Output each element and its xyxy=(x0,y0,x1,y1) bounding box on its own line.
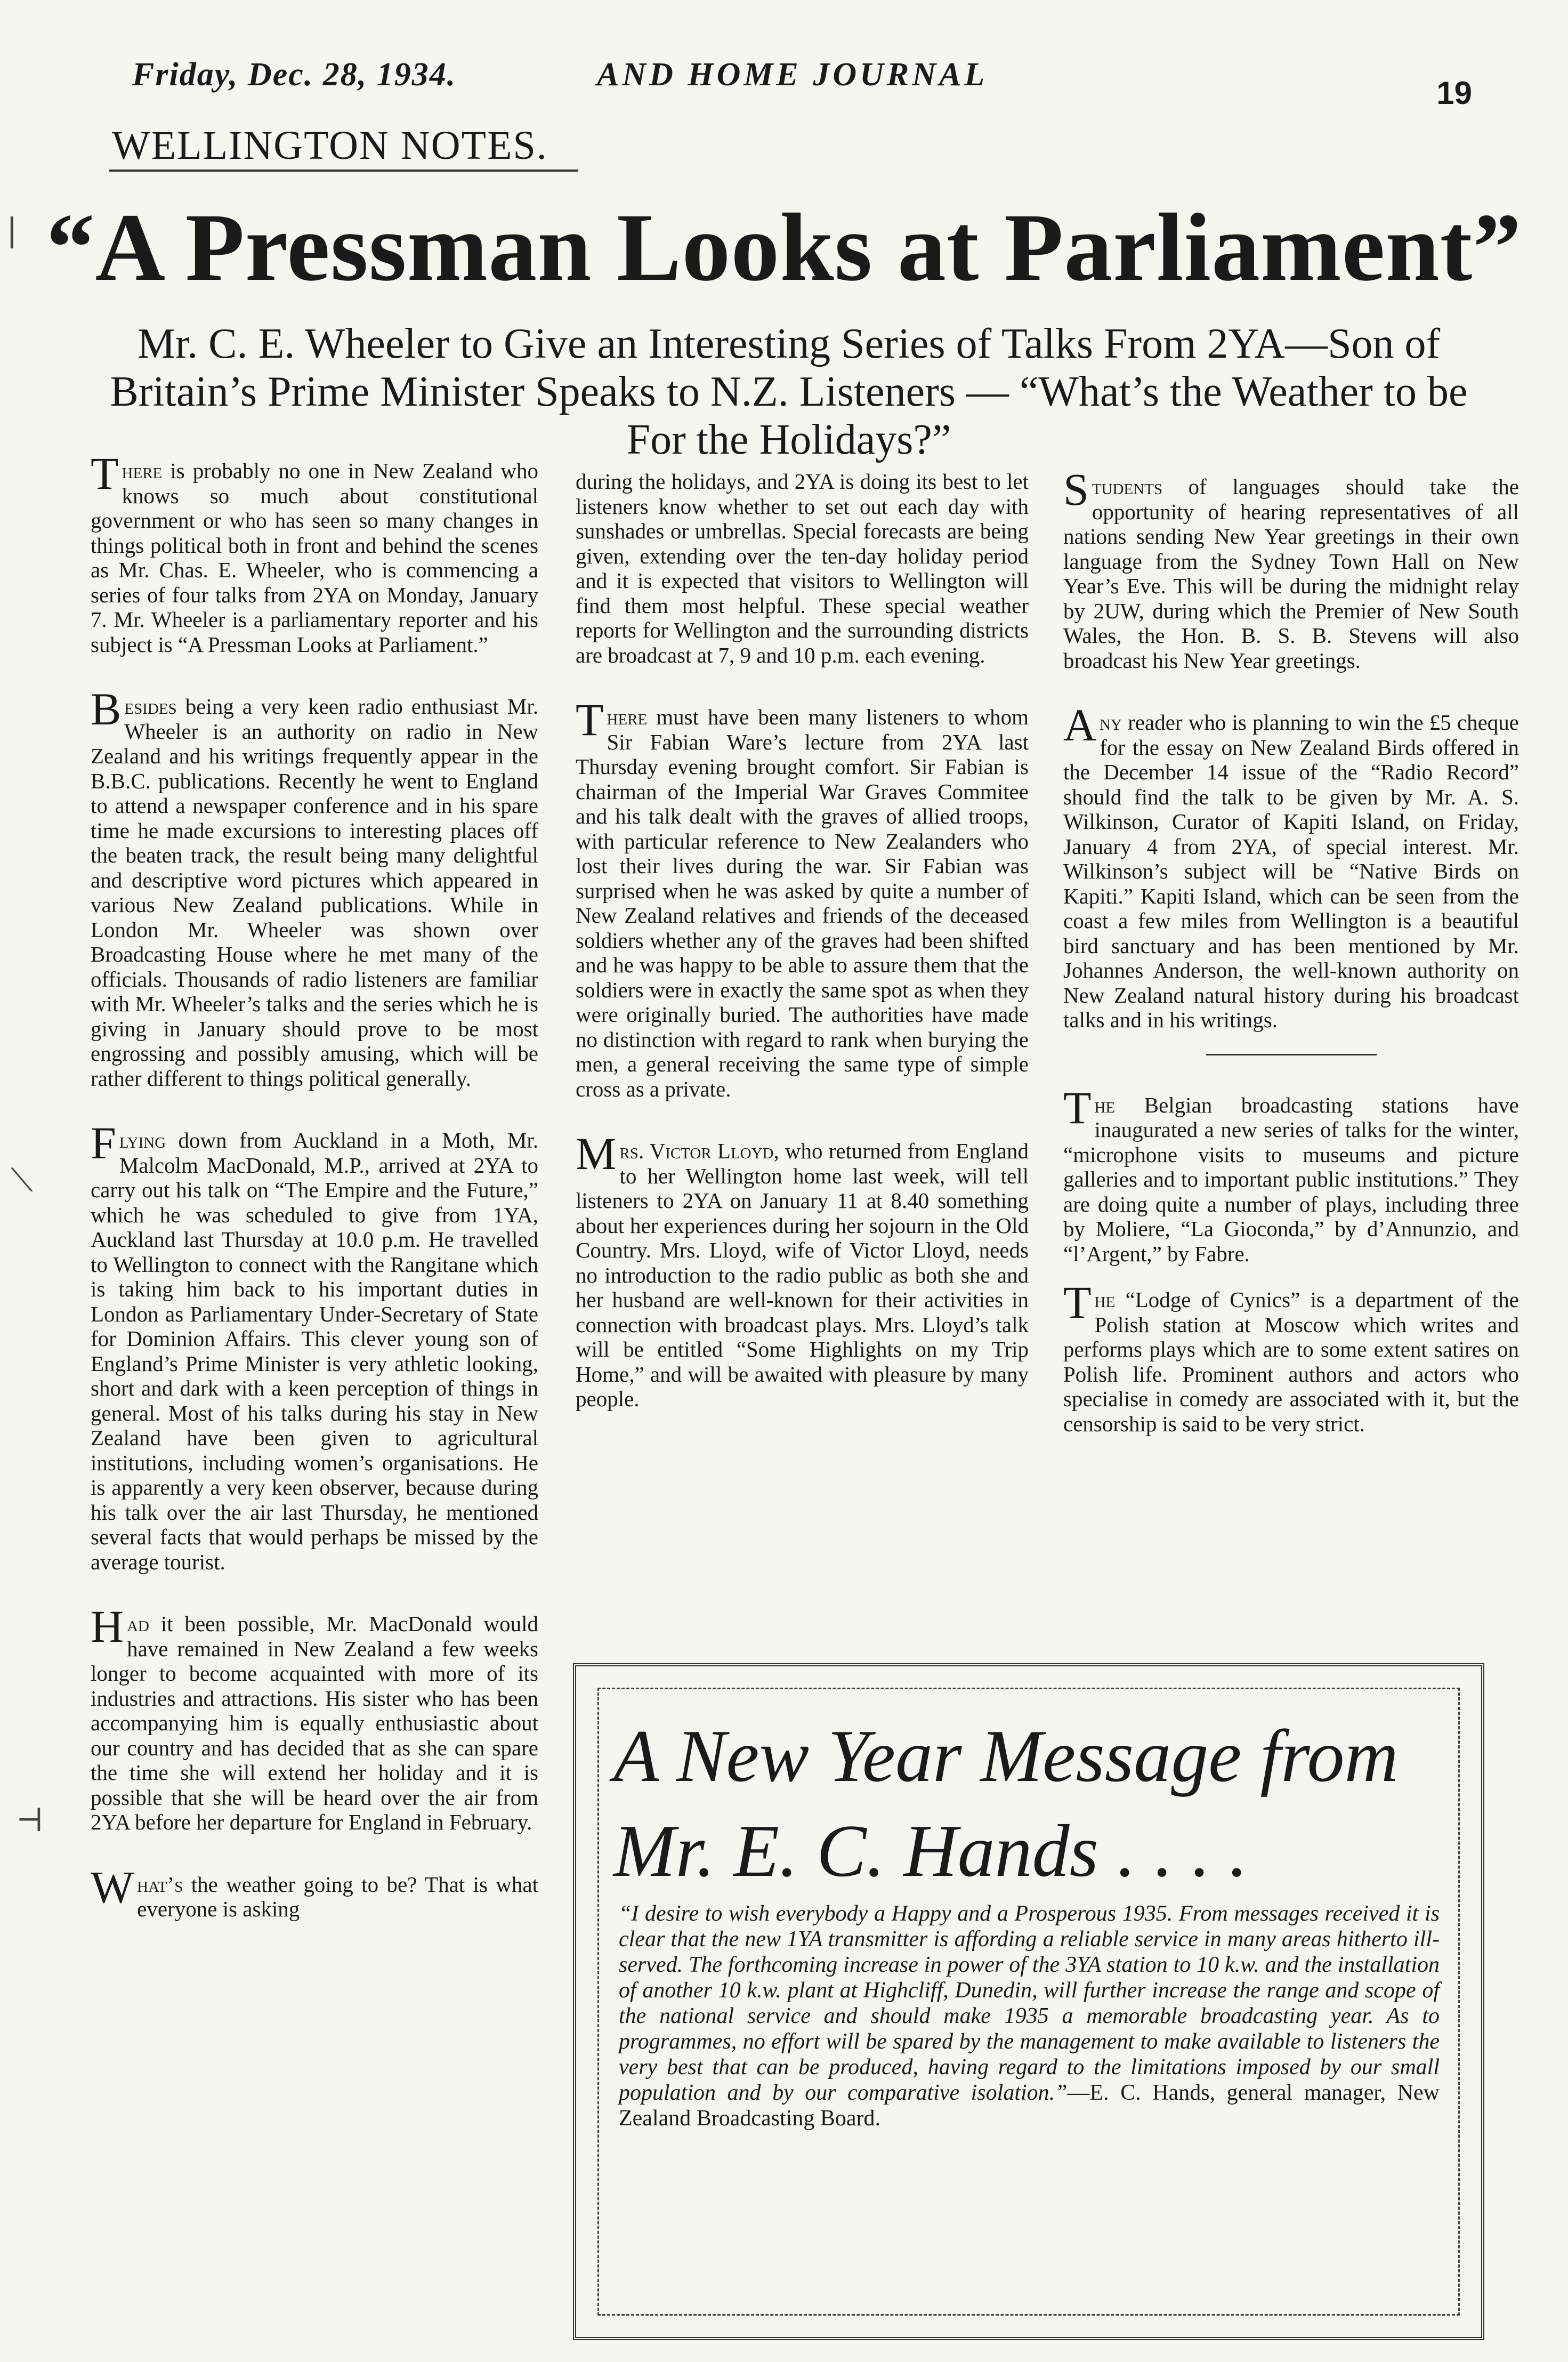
journal-name: AND HOME JOURNAL xyxy=(597,57,988,93)
paragraph: Had it been possible, Mr. MacDonald would have remained in New Zealand a few weeks longer to become acquainted with more of its industries and attractions. His sister who has been accompanying him is equally enthusiastic about our country and has decided that as she can spare the time she will extend her holiday and it is possible that she will be heard over the air from 2YA before her departure for England in February. xyxy=(91,1601,538,1834)
box-title: A New Year Message from Mr. E. C. Hands . . . . xyxy=(613,1715,1399,1892)
divider-rule xyxy=(1206,1054,1377,1055)
paragraph: The Belgian broadcasting stations have inaugurated a new series of talks for the winter, “microphone visits to museums and picture galleries and to important public institutions.” They are doing quite a number of plays, including three by Moliere, “La Gioconda,” by d’Annunzio, and “l’Argent,” by Fabre. xyxy=(1063,1082,1519,1266)
drop-cap: B xyxy=(91,683,122,735)
paragraph: Any reader who is planning to win the £5 cheque for the essay on New Zealand Birds offered in the December 14 issue of the “Radio Record” should find the talk to be given by Mr. A. S. Wilkinson, Curator of Kapiti Island, on Friday, January 4 from 2YA, of special interest. Mr. Wilkinson’s subject will be “Native Birds on Kapiti.” Kapiti Island, which can be seen from the coast a few miles from Wellington is a beautiful bird sanctuary and has been mentioned by Mr. Johannes Anderson, the well-known authority on New Zealand natural history during his broadcast talks and in his writings. xyxy=(1063,699,1519,1032)
drop-cap: T xyxy=(1063,1082,1092,1133)
column-1 xyxy=(91,448,538,1922)
section-underline xyxy=(109,170,578,172)
paragraph: Flying down from Auckland in a Moth, Mr. Malcolm MacDonald, M.P., arrived at 2YA to carry out his talk on “The Empire and the Future,” which he was scheduled to give from 1YA, Auckland last Thursday at 10.0 p.m. He travelled to Wellington to connect with the Rangitane which is taking him back to his important duties in London as Parliamentary Under-Secretary of State for Dominion Affairs. This clever young son of England’s Prime Minister is very athletic looking, short and dark with a keen perception of things in general. Most of his talks during his stay in New Zealand have been given to agricultural institutions, including women’s organisations. He is apparently a very keen observer, because during his talk over the air last Thursday, he mentioned several facts that would perhaps be missed by the average tourist. xyxy=(91,1117,538,1574)
paragraph: There must have been many listeners to whom Sir Fabian Ware’s lecture from 2YA last Thursday evening brought comfort. Sir Fabian is chairman of the Imperial War Graves Commitee and his talk dealt with the graves of allied troops, with particular reference to New Zealanders who lost their lives during the war. Sir Fabian was surprised when he was asked by quite a number of New Zealand relatives and friends of the deceased soldiers whether any of the graves had been shifted and he was happy to be able to assure them that the soldiers were in exactly the same spot as when they were originally buried. The authorities have made no distinction with regard to rank when burying the men, a general receiving the same type of simple cross as a private. xyxy=(576,694,1029,1101)
paragraph: Mrs. Victor Lloyd, who returned from England to her Wellington home last week, will tell listeners to 2YA on January 11 at 8.40 something about her experiences during her sojourn in the Old Country. Mrs. Lloyd, wife of Victor Lloyd, needs no introduction to the radio public as both she and her husband are well-known for their activities in connection with broadcast plays. Mrs. Lloyd’s talk will be entitled “Some Highlights on my Trip Home,” and will be awaited with pleasure by many people. xyxy=(576,1128,1029,1411)
paragraph: There is probably no one in New Zealand who knows so much about constitutional government or who has seen so many changes in things political both in front and behind the scenes as Mr. Chas. E. Wheeler, who is commencing a series of four talks from 2YA on Monday, January 7. Mr. Wheeler is a parliamentary reporter and his subject is “A Pressman Looks at Parliament.” xyxy=(91,448,538,657)
drop-cap: H xyxy=(91,1601,124,1652)
drop-cap: F xyxy=(91,1117,116,1168)
paragraph: Besides being a very keen radio enthusiast Mr. Wheeler is an authority on radio in New Zealand and his writings frequently appear in the B.B.C. publications. Recently he went to England to attend a newspaper conference and in his spare time he made excursions to interesting places off the beaten track, the result being many delightful and descriptive word pictures which appeared in various New Zealand publications. While in London Mr. Wheeler was shown over Broadcasting House where he met many of the officials. Thousands of radio listeners are familiar with Mr. Wheeler’s talks and the series which he is giving in January should prove to be most engrossing and possibly amusing, which will be rather different to things political generally. xyxy=(91,683,538,1091)
page-number: 19 xyxy=(1436,75,1472,111)
drop-cap: T xyxy=(91,448,119,499)
drop-cap: T xyxy=(576,694,604,745)
margin-mark: ⎸ xyxy=(11,214,43,249)
drop-cap: W xyxy=(91,1861,134,1913)
drop-cap: S xyxy=(1063,464,1089,515)
paragraph: Students of languages should take the opportunity of hearing representatives of all nations sending New Year greetings in their own language from the Sydney Town Hall on New Year’s Eve. This will be during the midnight relay by 2UW, during which the Premier of New South Wales, the Hon. B. S. B. Stevens will also broadcast his New Year greetings. xyxy=(1063,464,1519,673)
paragraph: The “Lodge of Cynics” is a department of the Polish station at Moscow which writes and performs plays which are to some extent satires on Polish life. Prominent authors and actors who specialise in comedy are associated with it, but the censorship is said to be very strict. xyxy=(1063,1277,1519,1436)
new-year-message-box xyxy=(573,1663,1484,2340)
drop-cap: T xyxy=(1063,1277,1092,1328)
box-signature: —E. C. Hands, general manager, New Zealand Broadcasting Board. xyxy=(619,2081,1440,2131)
margin-mark: ⟍ xyxy=(11,1163,33,1198)
headline: “A Pressman Looks at Parliament” xyxy=(46,194,1522,301)
paragraph: What’s the weather going to be? That is what everyone is asking xyxy=(91,1861,538,1921)
column-2 xyxy=(576,469,1029,1449)
paragraph: during the holidays, and 2YA is doing its best to let listeners know whether to set out each day with sunshades or umbrellas. Special forecasts are being given, extending over the ten-day holiday period and it is expected that visitors to Wellington will find them most helpful. These special weather reports for Wellington and the surrounding districts are broadcast at 7, 9 and 10 p.m. each evening. xyxy=(576,469,1029,667)
subheadline: Mr. C. E. Wheeler to Give an Interesting Series of Talks From 2YA—Son of Britain’s Prime Minister Speaks to N.Z. Listeners — “What’s the Weather to be For the Holidays?” xyxy=(110,320,1468,463)
box-quote: “I desire to wish everybody a Happy and a Prosperous 1935. From messages received it is clear that the new 1YA transmitter is affording a reliable service in many areas hitherto ill-served. The forthcoming increase in power of the 3YA station to 10 k.w. and the installation of another 10 k.w. plant at Highcliff, Dunedin, will further increase the range and scope of the national service and should make 1935 a memorable broadcasting year. As to programmes, no effort will be spared by the management to make available to listeners the very best that can be produced, having regard to the limitations imposed by our small population and by our comparative isolation.”—E. C. Hands, general manager, New Zealand Broadcasting Board. xyxy=(619,1901,1440,2131)
section-title: WELLINGTON NOTES. xyxy=(112,123,548,168)
issue-date: Friday, Dec. 28, 1934. xyxy=(132,57,457,93)
column-3 xyxy=(1063,464,1519,1436)
drop-cap: A xyxy=(1063,699,1097,751)
margin-mark: ⊣ xyxy=(16,1803,44,1838)
drop-cap: M xyxy=(576,1128,617,1179)
